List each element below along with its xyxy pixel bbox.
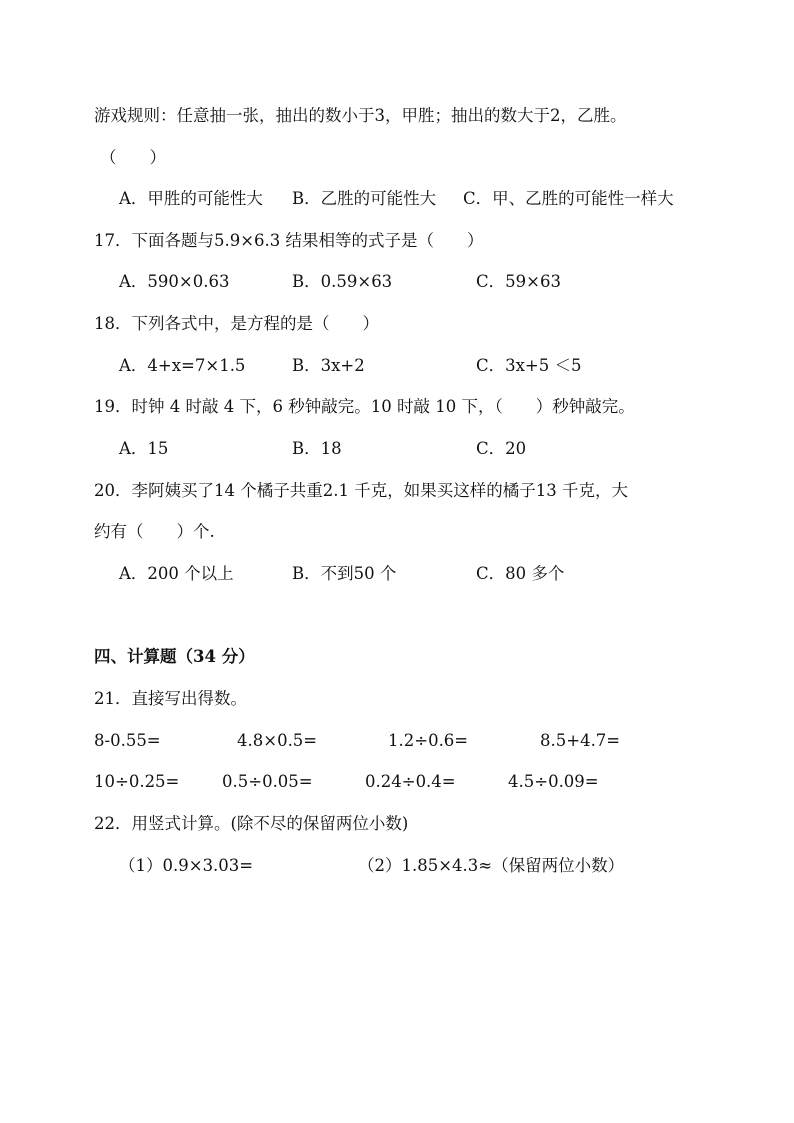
q21-stem: 21．直接写出得数。 [94,689,247,708]
q19-option-b: B．18 [292,439,342,458]
section-title: 四、计算题（34 分） [94,647,255,666]
q20-option-a: A．200 个以上 [119,564,234,583]
q20-option-b: B．不到50 个 [292,564,397,583]
q21-item-4: 8.5+4.7= [540,731,621,750]
q18-option-c: C．3x+5 ＜5 [476,356,582,375]
q19-option-a: A．15 [119,439,169,458]
q16-option-b: B．乙胜的可能性大 [292,189,437,208]
q19-option-c: C．20 [476,439,527,458]
q17-option-b: B．0.59×63 [292,272,393,291]
q16-option-c: C．甲、乙胜的可能性一样大 [463,189,674,208]
q20-stem-line2: 约有（ ）个. [94,522,215,541]
q16-option-a: A．甲胜的可能性大 [119,189,263,208]
q21-item-5: 10÷0.25= [94,772,180,791]
q18-option-b: B．3x+2 [292,356,365,375]
q17-option-c: C．59×63 [476,272,561,291]
q17-stem: 17．下面各题与5.9×6.3 结果相等的式子是（ ） [94,231,484,250]
q17-option-a: A．590×0.63 [119,272,230,291]
q20-stem-line1: 20．李阿姨买了14 个橘子共重2.1 千克，如果买这样的橘子13 千克，大 [94,481,628,500]
q21-item-6: 0.5÷0.05= [222,772,313,791]
q22-stem: 22．用竖式计算。(除不尽的保留两位小数) [94,814,409,833]
q21-item-7: 0.24÷0.4= [365,772,456,791]
q18-option-a: A．4+x=7×1.5 [119,356,246,375]
q18-stem: 18．下列各式中，是方程的是（ ） [94,314,379,333]
q21-item-1: 8-0.55= [94,731,161,750]
q19-stem: 19．时钟 4 时敲 4 下，6 秒钟敲完。10 时敲 10 下，（ ）秒钟敲完。 [94,397,635,416]
q16-rule: 游戏规则：任意抽一张，抽出的数小于3，甲胜；抽出的数大于2，乙胜。 [94,106,627,125]
q21-item-2: 4.8×0.5= [237,731,318,750]
q22-item-1: （1）0.9×3.03= [119,856,254,875]
q16-answer-paren: （ ） [100,148,166,167]
q21-item-3: 1.2÷0.6= [388,731,469,750]
q21-item-8: 4.5÷0.09= [508,772,599,791]
q22-item-2: （2）1.85×4.3≈（保留两位小数） [358,856,625,875]
q20-option-c: C．80 多个 [476,564,565,583]
